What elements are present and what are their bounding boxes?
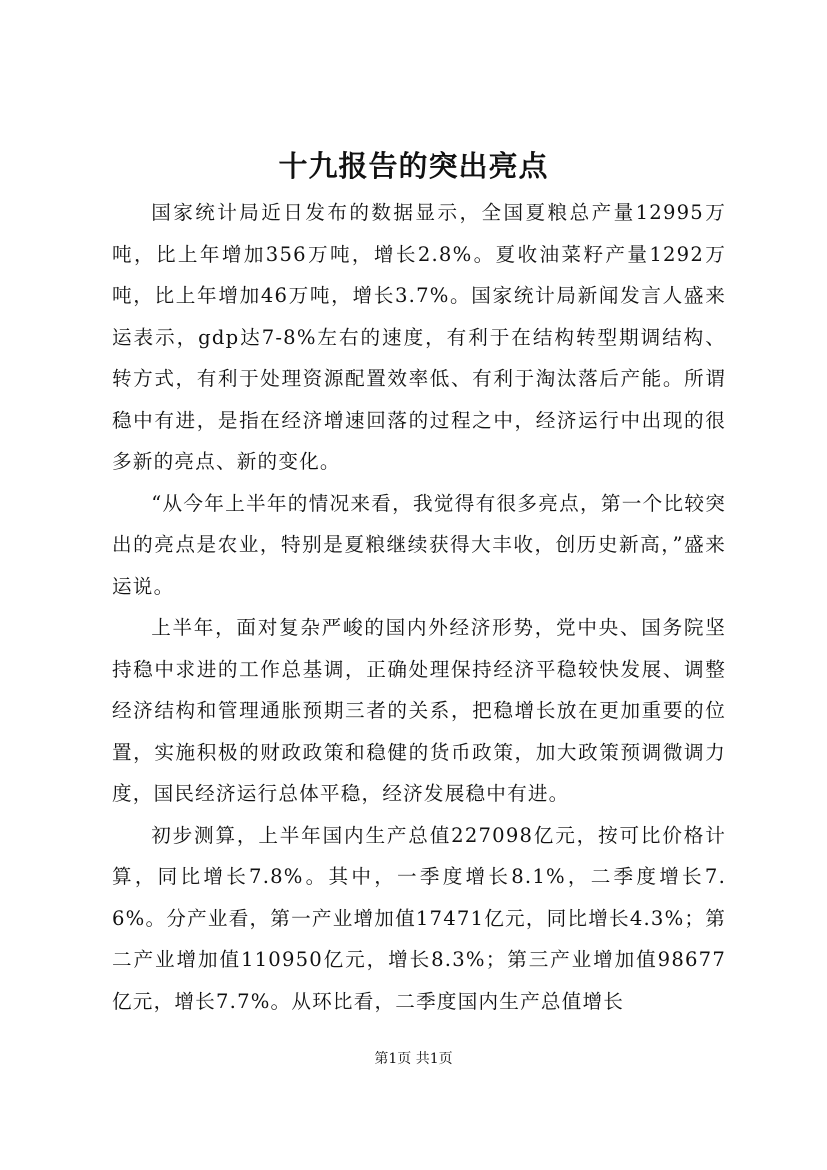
paragraph-1: 国家统计局近日发布的数据显示，全国夏粮总产量12995万吨，比上年增加356万吨，增长2.8%。夏收油菜籽产量1292万吨，比上年增加46万吨，增长3.7%。国家统计局新闻发言人盛来运表示，gdp达7-8%左右的速度，有利于在结构转型期调结构、转方式，有利于处理资源配置效率低、有利于淘汰落后产能。所谓稳中有进，是指在经济增速回落的过程之中，经济运行中出现的很多新的亮点、新的变化。 — [112, 201, 726, 473]
paragraph-2: “从今年上半年的情况来看，我觉得有很多亮点，第一个比较突出的亮点是农业，特别是夏粮继续获得大丰收，创历史新高，”盛来运说。 — [112, 491, 726, 598]
paragraph-3: 上半年，面对复杂严峻的国内外经济形势，党中央、国务院坚持稳中求进的工作总基调，正确处理保持经济平稳较快发展、调整经济结构和管理通胀预期三者的关系，把稳增长放在更加重要的位置，实施积极的财政政策和稳健的货币政策，加大政策预调微调力度，国民经济运行总体平稳，经济发展稳中有进。 — [112, 616, 726, 805]
document-title: 十九报告的突出亮点 — [278, 149, 549, 183]
paragraph-4: 初步测算，上半年国内生产总值227098亿元，按可比价格计算，同比增长7.8%。其中，一季度增长8.1%，二季度增长7.6%。分产业看，第一产业增加值17471亿元，同比增长4.3%；第二产业增加值110950亿元，增长8.3%；第三产业增加值98677亿元，增长7.7%。从环比看，二季度国内生产总值增长 — [112, 823, 726, 1013]
page-footer: 第1页 共1页 — [374, 1051, 453, 1067]
document-body — [112, 192, 726, 1022]
